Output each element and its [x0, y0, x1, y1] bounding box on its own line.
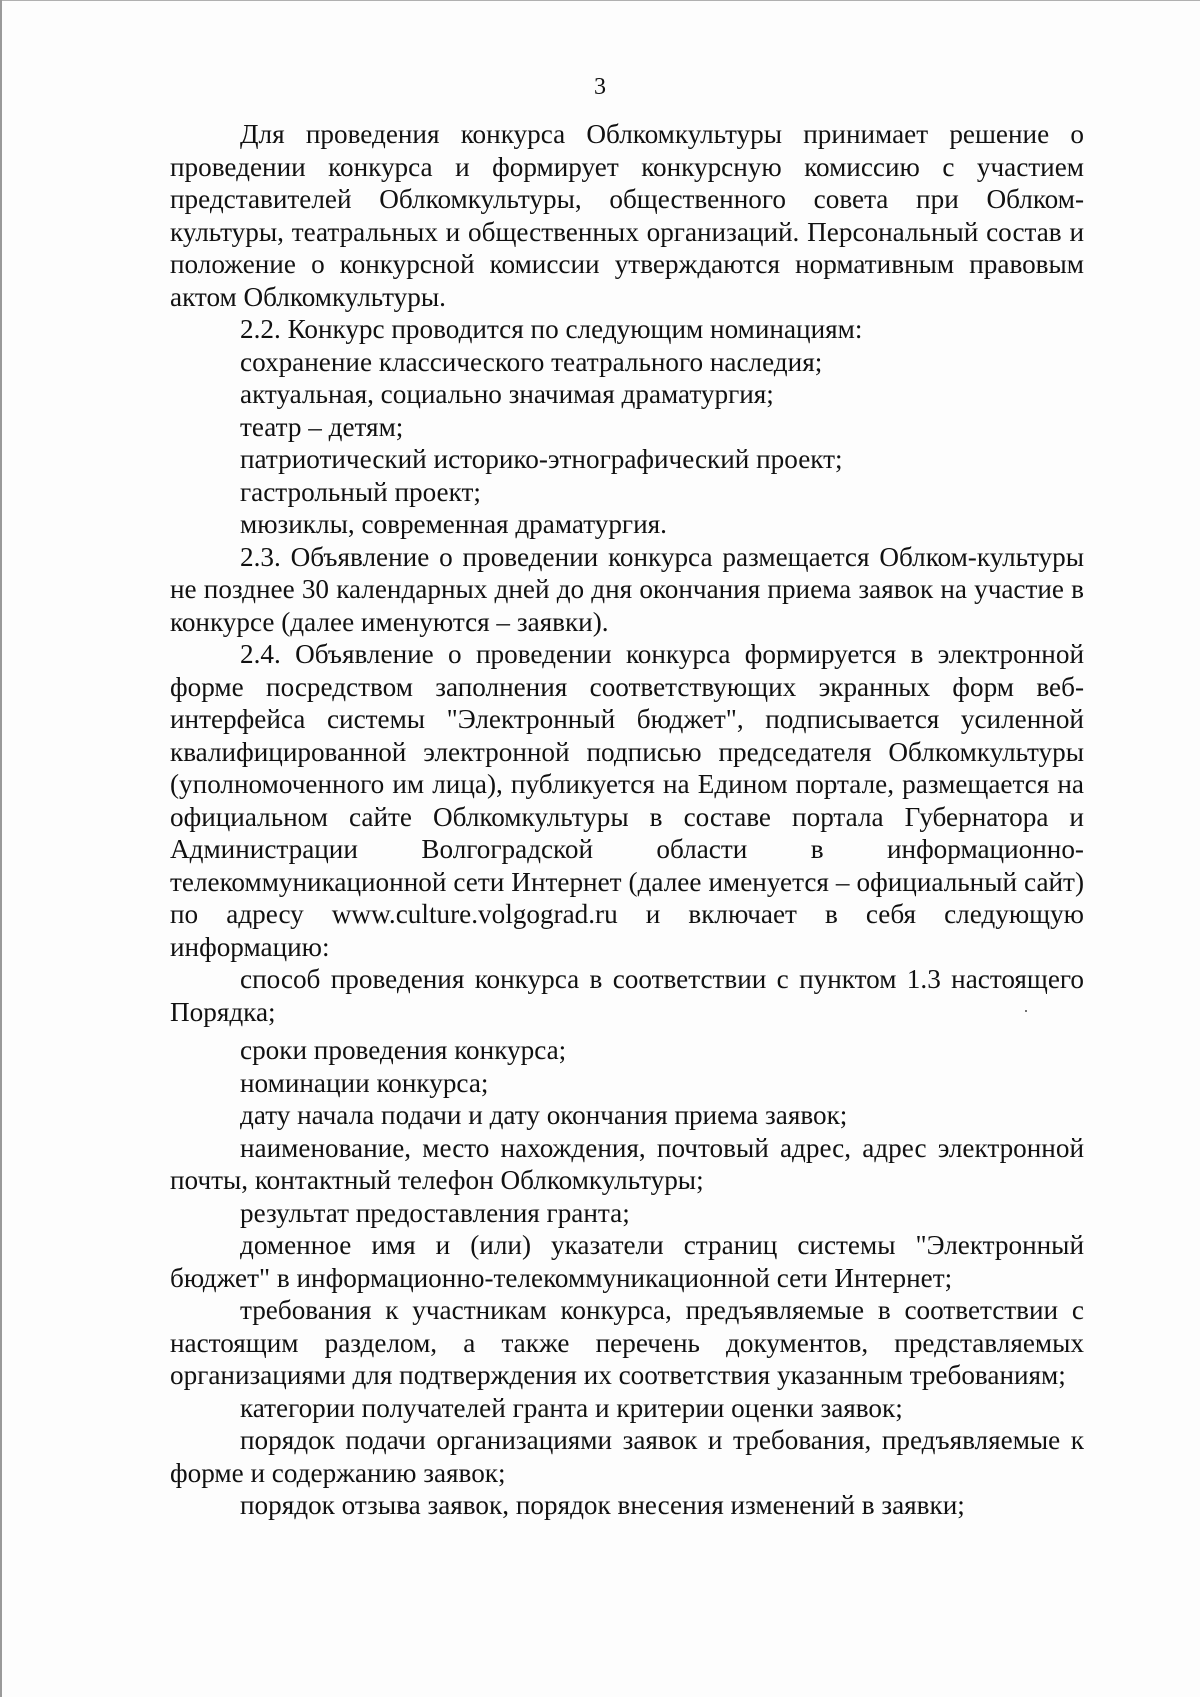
nomination-item: театр – детям; [240, 411, 404, 442]
info-item: номинации конкурса; [240, 1067, 489, 1098]
scan-edge-top [0, 0, 1200, 1]
nomination-item: актуальная, социально значимая драматургия; [240, 379, 774, 409]
info-item: результат предоставления гранта; [240, 1197, 630, 1228]
paragraph-2-2: 2.2. Конкурс проводится по следующим номинациям: [240, 314, 863, 344]
info-item: наименование, место нахождения, почтовый адрес, адрес электронной почты, контактный телефон Облкомкультуры; [170, 1132, 1084, 1195]
paragraph-intro: Для проведения конкурса Облкомкультуры принимает решение о проведении конкурса и формирует конкурсную комиссию с участием представителей Облкомкультуры, общественного совета при Облком-культуры, театральных и общественных организаций. Персональный состав и положение о конкурсной комиссии утверждаются нормативным правовым актом Облкомкультуры. [170, 119, 1084, 312]
info-item: доменное имя и (или) указатели страниц системы "Электронный бюджет" в информационно-телекоммуникационной сети Интернет; [170, 1230, 1084, 1293]
nomination-item: сохранение классического театрального наследия; [240, 346, 823, 377]
nomination-item: гастрольный проект; [240, 476, 481, 507]
document-body [170, 118, 1084, 1522]
nomination-item: патриотический историко-этнографический проект; [240, 444, 843, 474]
info-item: порядок отзыва заявок, порядок внесения изменений в заявки; [240, 1490, 965, 1520]
info-item: требования к участникам конкурса, предъявляемые в соответствии с настоящим разделом, а также перечень документов, представляемых организациями для подтверждения их соответствия указанным требованиям; [170, 1295, 1084, 1390]
info-item: порядок подачи организациями заявок и требования, предъявляемые к форме и содержанию заявок; [170, 1425, 1084, 1488]
scan-speck [1025, 1010, 1027, 1012]
info-item: сроки проведения конкурса; [240, 1035, 567, 1065]
nomination-item: мюзиклы, современная драматургия. [240, 509, 667, 539]
page-number: 3 [594, 74, 606, 100]
info-item: способ проведения конкурса в соответствии с пунктом 1.3 настоящего Порядка; [170, 964, 1084, 1027]
paragraph-2-3: 2.3. Объявление о проведении конкурса размещается Облком-культуры не позднее 30 календарных дней до дня окончания приема заявок на участие в конкурсе (далее именуются – заявки). [170, 541, 1084, 637]
info-item: категории получателей гранта и критерии оценки заявок; [240, 1392, 903, 1423]
info-item: дату начала подачи и дату окончания приема заявок; [240, 1100, 848, 1130]
scan-edge-left [0, 0, 2, 1697]
paragraph-2-4: 2.4. Объявление о проведении конкурса формируется в электронной форме посредством заполнения соответствующих экранных форм веб-интерфейса системы "Электронный бюджет", подписывается усиленной квалифицированной электронной подписью председателя Облкомкультуры (уполномоченного им лица), публикуется на Едином портале, размещается на официальном сайте Облкомкультуры в составе портала Губернатора и Администрации Волгоградской области в информационно-телекоммуникационной сети Интернет (далее именуется – официальный сайт) по адресу www.culture.volgograd.ru и включает в себя следующую информацию: [170, 639, 1084, 962]
